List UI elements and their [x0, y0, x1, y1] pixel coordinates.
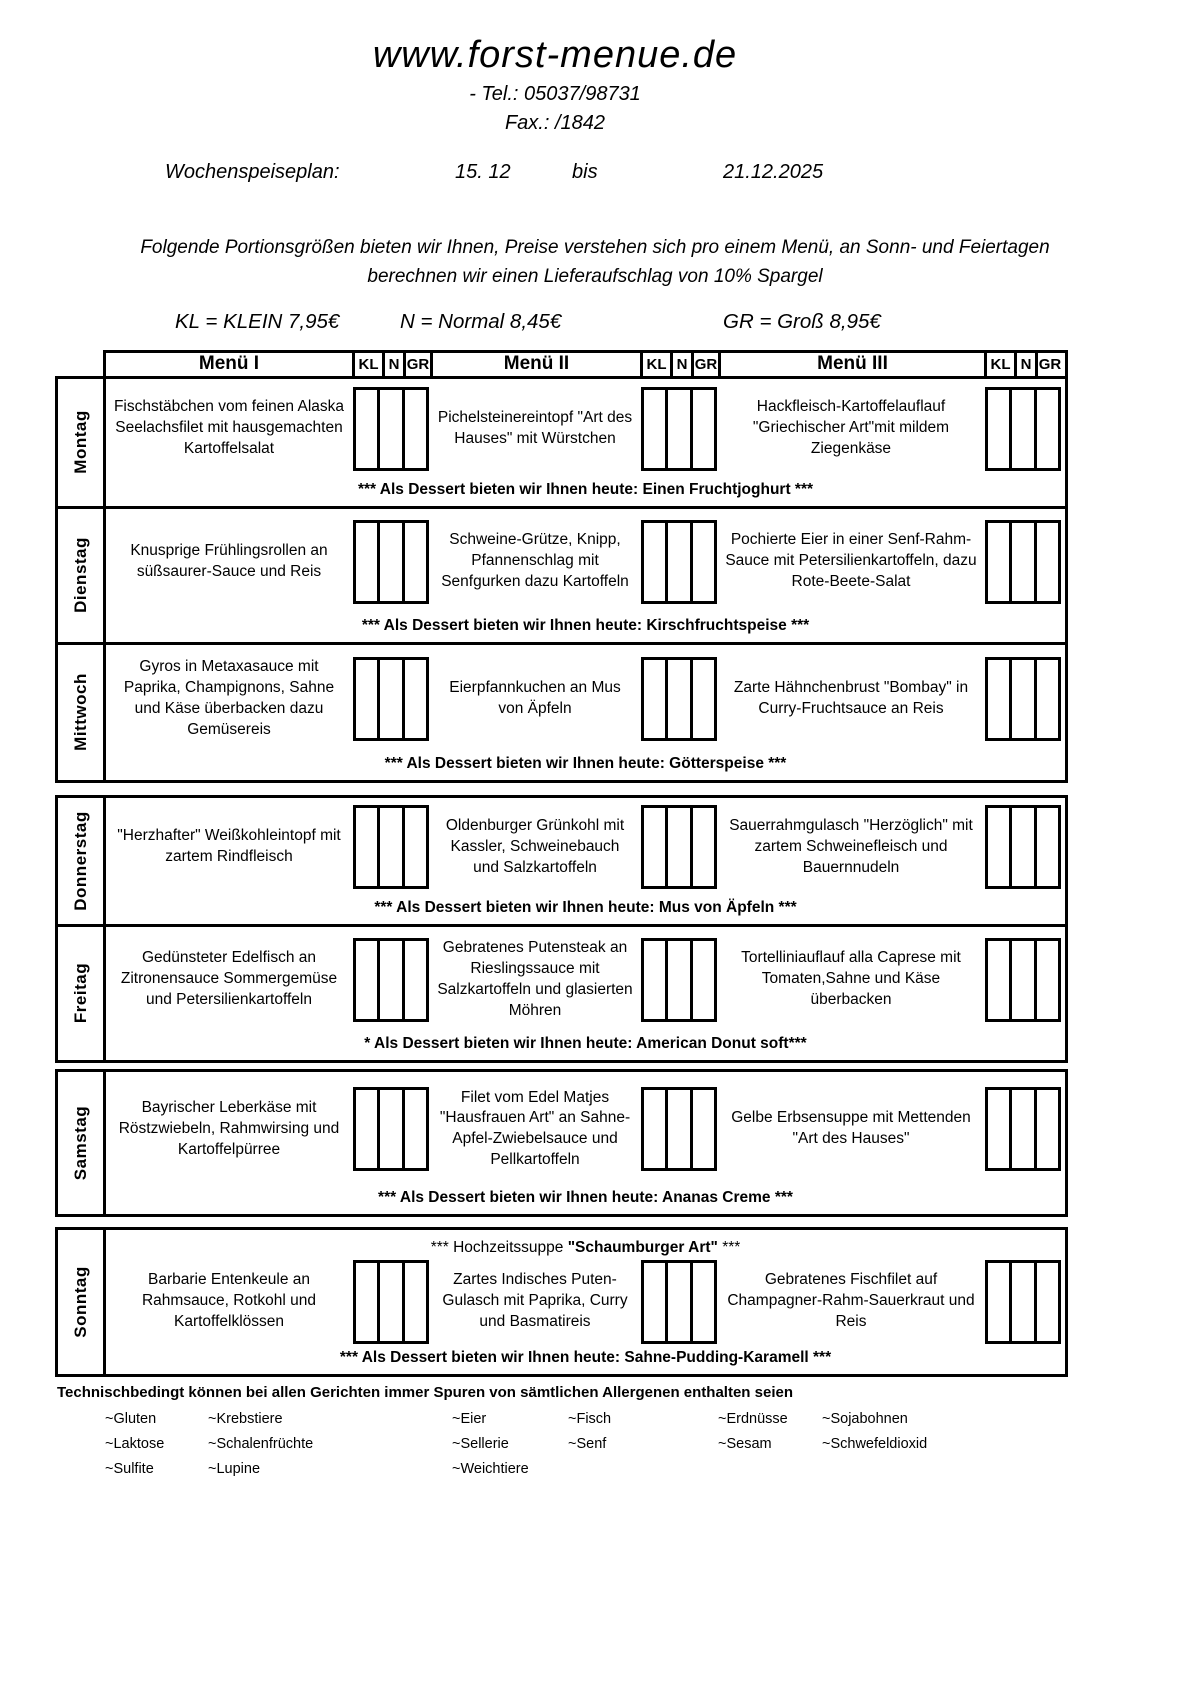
menus-row [106, 509, 1065, 615]
menu-2-portion-checkboxes [640, 1257, 718, 1347]
checkbox-group [641, 805, 717, 889]
checkbox-group [985, 520, 1061, 604]
allergen-item: ~Laktose [105, 1435, 165, 1452]
allergen-item: ~Fisch [568, 1410, 612, 1427]
menu-1-portion-checkboxes [352, 1072, 430, 1187]
checkbox-gr [1034, 1090, 1058, 1168]
checkbox-n [665, 523, 689, 601]
checkbox-kl [356, 660, 377, 738]
checkbox-gr [402, 1263, 426, 1341]
allergen-item: ~Weichtiere [452, 1460, 529, 1477]
checkbox-group [985, 387, 1061, 471]
price-small: KL = KLEIN 7,95€ [175, 309, 340, 333]
checkbox-gr [690, 1090, 714, 1168]
checkbox-group [985, 657, 1061, 741]
checkbox-group [353, 520, 429, 604]
checkbox-n [1009, 1263, 1033, 1341]
checkbox-kl [988, 1090, 1009, 1168]
allergen-item: ~Sesam [718, 1435, 772, 1452]
day-row-content [106, 1230, 1065, 1374]
checkbox-n [665, 1090, 689, 1168]
checkbox-gr [1034, 523, 1058, 601]
checkbox-gr [690, 390, 714, 468]
checkbox-kl [356, 1090, 377, 1168]
checkbox-group [641, 1087, 717, 1171]
menu-1-portion-checkboxes [352, 379, 430, 479]
checkbox-n [665, 1263, 689, 1341]
menu-1-text: "Herzhafter" Weißkohleintopf mit zartem Rindfleisch [117, 827, 341, 866]
menu-1-header: Menü I [198, 353, 260, 375]
menus-row [106, 1072, 1065, 1187]
allergen-item: ~Eier [452, 1410, 487, 1427]
checkbox-gr [690, 523, 714, 601]
checkbox-gr [402, 390, 426, 468]
dessert-line: *** Als Dessert bieten wir Ihnen heute: Sahne-Pudding-Karamell *** [339, 1348, 832, 1366]
checkbox-kl [644, 1090, 665, 1168]
day-label: Donnerstag [70, 811, 90, 911]
menu-3-header: Menü III [718, 353, 984, 376]
day-label-cell [58, 927, 106, 1060]
day-label: Samstag [70, 1105, 90, 1181]
day-label: Mittwoch [70, 673, 90, 752]
size-kl-header: KL [640, 353, 670, 376]
checkbox-kl [988, 941, 1009, 1019]
menu-1-text: Bayrischer Leberkäse mit Röstzwiebeln, Rahmwirsing und Kartoffelpürree [118, 1098, 340, 1158]
menu-1-text: Knusprige Frühlingsrollen an süßsaurer-Sauce und Reis [130, 541, 328, 580]
checkbox-gr [690, 660, 714, 738]
checkbox-n [665, 660, 689, 738]
menu-2-text: Eierpfannkuchen an Mus von Äpfeln [449, 678, 621, 717]
dessert-line: * Als Dessert bieten wir Ihnen heute: American Donut soft*** [364, 1034, 807, 1052]
menu-1-portion-checkboxes [352, 1257, 430, 1347]
day-label-cell [58, 798, 106, 924]
checkbox-n [377, 941, 401, 1019]
checkbox-n [377, 390, 401, 468]
checkbox-gr [690, 941, 714, 1019]
menu-2-portion-checkboxes [640, 798, 718, 897]
special-note-line [106, 1230, 1065, 1257]
day-row [55, 642, 1068, 783]
checkbox-gr [1034, 941, 1058, 1019]
day-label-cell [58, 379, 106, 506]
checkbox-kl [988, 1263, 1009, 1341]
allergen-item: ~Schwefeldioxid [822, 1435, 928, 1452]
table-header-row [103, 350, 1068, 379]
day-row-content [106, 645, 1065, 780]
day-rows [55, 376, 1068, 1377]
checkbox-group [641, 520, 717, 604]
checkbox-gr [1034, 808, 1058, 886]
menu-3-portion-checkboxes [984, 645, 1062, 753]
menu-2-portion-checkboxes [640, 927, 718, 1033]
checkbox-kl [988, 808, 1009, 886]
menu-3-portion-checkboxes [984, 1072, 1062, 1187]
day-row [55, 506, 1068, 645]
day-row-content [106, 379, 1065, 506]
allergen-item: ~Senf [568, 1435, 607, 1452]
checkbox-gr [402, 660, 426, 738]
checkbox-kl [988, 523, 1009, 601]
special-note-suffix: *** [717, 1238, 741, 1256]
fax-number: Fax.: /1842 [504, 112, 606, 134]
menus-row [106, 379, 1065, 479]
menu-1-portion-checkboxes [352, 798, 430, 897]
checkbox-group [985, 805, 1061, 889]
size-gr-header: GR [403, 353, 430, 376]
menu-2-portion-checkboxes [640, 1072, 718, 1187]
plan-date-line [0, 161, 1190, 189]
menu-2-text: Pichelsteinereintopf "Art des Hauses" mit Würstchen [437, 408, 633, 447]
menu-3-text: Gebratenes Fischfilet auf Champagner-Rahm-Sauerkraut und Reis [727, 1271, 975, 1331]
menu-2-text: Oldenburger Grünkohl mit Kassler, Schweinebauch und Salzkartoffeln [445, 816, 625, 876]
checkbox-gr [402, 808, 426, 886]
checkbox-group [985, 938, 1061, 1022]
special-note-prefix: *** Hochzeitssuppe [430, 1238, 568, 1256]
checkbox-kl [644, 523, 665, 601]
checkbox-group [641, 938, 717, 1022]
price-large: GR = Groß 8,95€ [723, 309, 881, 333]
checkbox-group [641, 1260, 717, 1344]
menus-row [106, 927, 1065, 1033]
menu-3-text: Gelbe Erbsensuppe mit Mettenden "Art des Hauses" [731, 1109, 971, 1148]
menu-1-text: Fischstäbchen vom feinen Alaska Seelachsfilet mit hausgemachten Kartoffelsalat [113, 398, 345, 458]
day-label-cell [58, 509, 106, 642]
checkbox-gr [402, 941, 426, 1019]
checkbox-n [377, 1263, 401, 1341]
size-kl-header: KL [352, 353, 382, 376]
checkbox-n [1009, 390, 1033, 468]
checkbox-n [665, 941, 689, 1019]
allergen-item: ~Krebstiere [208, 1410, 283, 1427]
checkbox-gr [690, 808, 714, 886]
checkbox-group [353, 805, 429, 889]
menu-1-portion-checkboxes [352, 645, 430, 753]
checkbox-kl [356, 523, 377, 601]
checkbox-n [377, 808, 401, 886]
checkbox-kl [356, 808, 377, 886]
day-label: Sonntag [70, 1266, 90, 1338]
day-row [55, 924, 1068, 1063]
checkbox-group [353, 657, 429, 741]
dessert-line: *** Als Dessert bieten wir Ihnen heute: Mus von Äpfeln *** [374, 898, 797, 916]
size-kl-header: KL [984, 353, 1014, 376]
day-label-cell [58, 1230, 106, 1374]
weekly-menu-table [55, 350, 1068, 1377]
checkbox-group [985, 1260, 1061, 1344]
menu-3-portion-checkboxes [984, 509, 1062, 615]
checkbox-n [1009, 808, 1033, 886]
checkbox-kl [644, 660, 665, 738]
menu-3-text: Pochierte Eier in einer Senf-Rahm-Sauce mit Petersilienkartoffeln, dazu Rote-Beete-Salat [725, 531, 977, 591]
allergen-item: ~Gluten [105, 1410, 157, 1427]
checkbox-gr [402, 1090, 426, 1168]
day-row-content [106, 1072, 1065, 1214]
menu-3-portion-checkboxes [984, 379, 1062, 479]
portion-size-note: Folgende Portionsgrößen bieten wir Ihnen, Preise verstehen sich pro einem Menü, an Sonn- und Feiertagen berechnen wir einen Lieferaufschlag von 10% Spargel [140, 237, 1050, 288]
menus-row [106, 798, 1065, 897]
menu-3-text: Hackfleisch-Kartoffelauflauf "Griechischer Art"mit mildem Ziegenkäse [752, 398, 950, 458]
day-row [55, 795, 1068, 927]
day-label: Dienstag [70, 537, 90, 614]
size-n-header: N [382, 353, 403, 376]
checkbox-n [1009, 1090, 1033, 1168]
size-gr-header: GR [1035, 353, 1062, 376]
checkbox-n [377, 1090, 401, 1168]
allergen-disclaimer: Technischbedingt können bei allen Gerichten immer Spuren von sämtlichen Allergenen enthalten seien [57, 1383, 793, 1401]
menu-2-header: Menü II [430, 353, 640, 376]
checkbox-gr [690, 1263, 714, 1341]
checkbox-kl [644, 1263, 665, 1341]
menu-3-portion-checkboxes [984, 1257, 1062, 1347]
allergen-item: ~Sojabohnen [822, 1410, 908, 1427]
day-label-cell [58, 1072, 106, 1214]
size-n-header: N [670, 353, 691, 376]
plan-title: Wochenspeiseplan: [165, 161, 340, 183]
menu-2-portion-checkboxes [640, 645, 718, 753]
allergen-item [822, 1461, 1190, 1477]
checkbox-kl [644, 390, 665, 468]
checkbox-kl [356, 941, 377, 1019]
checkbox-kl [356, 1263, 377, 1341]
menu-3-text: Tortelliniauflauf alla Caprese mit Tomaten,Sahne und Käse überbacken [741, 949, 961, 1009]
checkbox-n [377, 523, 401, 601]
checkbox-kl [988, 390, 1009, 468]
checkbox-kl [644, 808, 665, 886]
allergen-item: ~Lupine [208, 1460, 261, 1477]
checkbox-n [1009, 660, 1033, 738]
day-row [55, 1069, 1068, 1217]
checkbox-kl [988, 660, 1009, 738]
allergen-item [568, 1461, 718, 1477]
menu-3-portion-checkboxes [984, 798, 1062, 897]
day-label-cell [58, 645, 106, 780]
website-url: www.forst-menue.de [372, 34, 738, 76]
checkbox-gr [1034, 1263, 1058, 1341]
checkbox-group [353, 1260, 429, 1344]
dessert-line: *** Als Dessert bieten wir Ihnen heute: Ananas Creme *** [378, 1188, 793, 1206]
day-row [55, 376, 1068, 509]
date-range-start: 15. 12 [455, 161, 511, 183]
checkbox-gr [1034, 660, 1058, 738]
menu-2-portion-checkboxes [640, 379, 718, 479]
menus-row [106, 645, 1065, 753]
menu-2-text: Filet vom Edel Matjes "Hausfrauen Art" an Sahne-Apfel-Zwiebelsauce und Pellkartoffeln [439, 1088, 631, 1169]
menu-1-portion-checkboxes [352, 509, 430, 615]
allergen-list [105, 1411, 1190, 1477]
date-range-end: 21.12.2025 [723, 161, 824, 183]
checkbox-n [665, 808, 689, 886]
price-legend [0, 310, 1190, 340]
checkbox-group [985, 1087, 1061, 1171]
menu-3-text: Sauerrahmgulasch "Herzöglich" mit zartem Schweinefleisch und Bauernnudeln [729, 816, 973, 876]
special-note-bold: "Schaumburger Art" [567, 1238, 718, 1256]
dessert-line: *** Als Dessert bieten wir Ihnen heute: Einen Fruchtjoghurt *** [357, 480, 814, 498]
allergen-item: ~Sellerie [452, 1435, 509, 1452]
menu-2-text: Schweine-Grütze, Knipp, Pfannenschlag mit Senfgurken dazu Kartoffeln [441, 531, 629, 591]
checkbox-gr [1034, 390, 1058, 468]
menu-1-text: Gyros in Metaxasauce mit Paprika, Champignons, Sahne und Käse überbacken dazu Gemüsereis [123, 658, 335, 738]
dessert-line: *** Als Dessert bieten wir Ihnen heute: Götterspeise *** [384, 754, 787, 772]
menu-1-portion-checkboxes [352, 927, 430, 1033]
checkbox-group [641, 657, 717, 741]
menu-2-portion-checkboxes [640, 509, 718, 615]
day-row-content [106, 798, 1065, 924]
checkbox-n [1009, 941, 1033, 1019]
size-n-header: N [1014, 353, 1035, 376]
menu-3-text: Zarte Hähnchenbrust "Bombay" in Curry-Fruchtsauce an Reis [733, 678, 969, 717]
date-range-separator: bis [572, 161, 598, 183]
day-label: Montag [70, 410, 90, 475]
day-row-content [106, 509, 1065, 642]
day-label: Freitag [70, 963, 90, 1024]
checkbox-n [377, 660, 401, 738]
allergen-item: ~Sulfite [105, 1460, 154, 1477]
dessert-line: *** Als Dessert bieten wir Ihnen heute: Kirschfruchtspeise *** [361, 616, 810, 634]
day-row-content [106, 927, 1065, 1060]
menu-1-text: Barbarie Entenkeule an Rahmsauce, Rotkohl und Kartoffelklössen [141, 1271, 317, 1331]
price-normal: N = Normal 8,45€ [400, 309, 562, 333]
menu-2-text: Gebratenes Putensteak an Rieslingssauce mit Salzkartoffeln und glasierten Möhren [437, 939, 633, 1019]
allergen-item: ~Schalenfrüchte [208, 1435, 314, 1452]
checkbox-group [353, 938, 429, 1022]
checkbox-gr [402, 523, 426, 601]
checkbox-kl [644, 941, 665, 1019]
checkbox-kl [356, 390, 377, 468]
menu-3-portion-checkboxes [984, 927, 1062, 1033]
phone-number: - Tel.: 05037/98731 [469, 83, 641, 105]
checkbox-group [353, 1087, 429, 1171]
allergen-item: ~Erdnüsse [718, 1410, 788, 1427]
checkbox-group [353, 387, 429, 471]
day-row [55, 1227, 1068, 1377]
size-gr-header: GR [691, 353, 718, 376]
checkbox-n [1009, 523, 1033, 601]
menus-row [106, 1257, 1065, 1347]
checkbox-group [641, 387, 717, 471]
allergen-item [718, 1461, 822, 1477]
menu-2-text: Zartes Indisches Puten-Gulasch mit Paprika, Curry und Basmatireis [442, 1271, 628, 1331]
checkbox-n [665, 390, 689, 468]
menu-1-text: Gedünsteter Edelfisch an Zitronensauce Sommergemüse und Petersilienkartoffeln [120, 949, 338, 1009]
